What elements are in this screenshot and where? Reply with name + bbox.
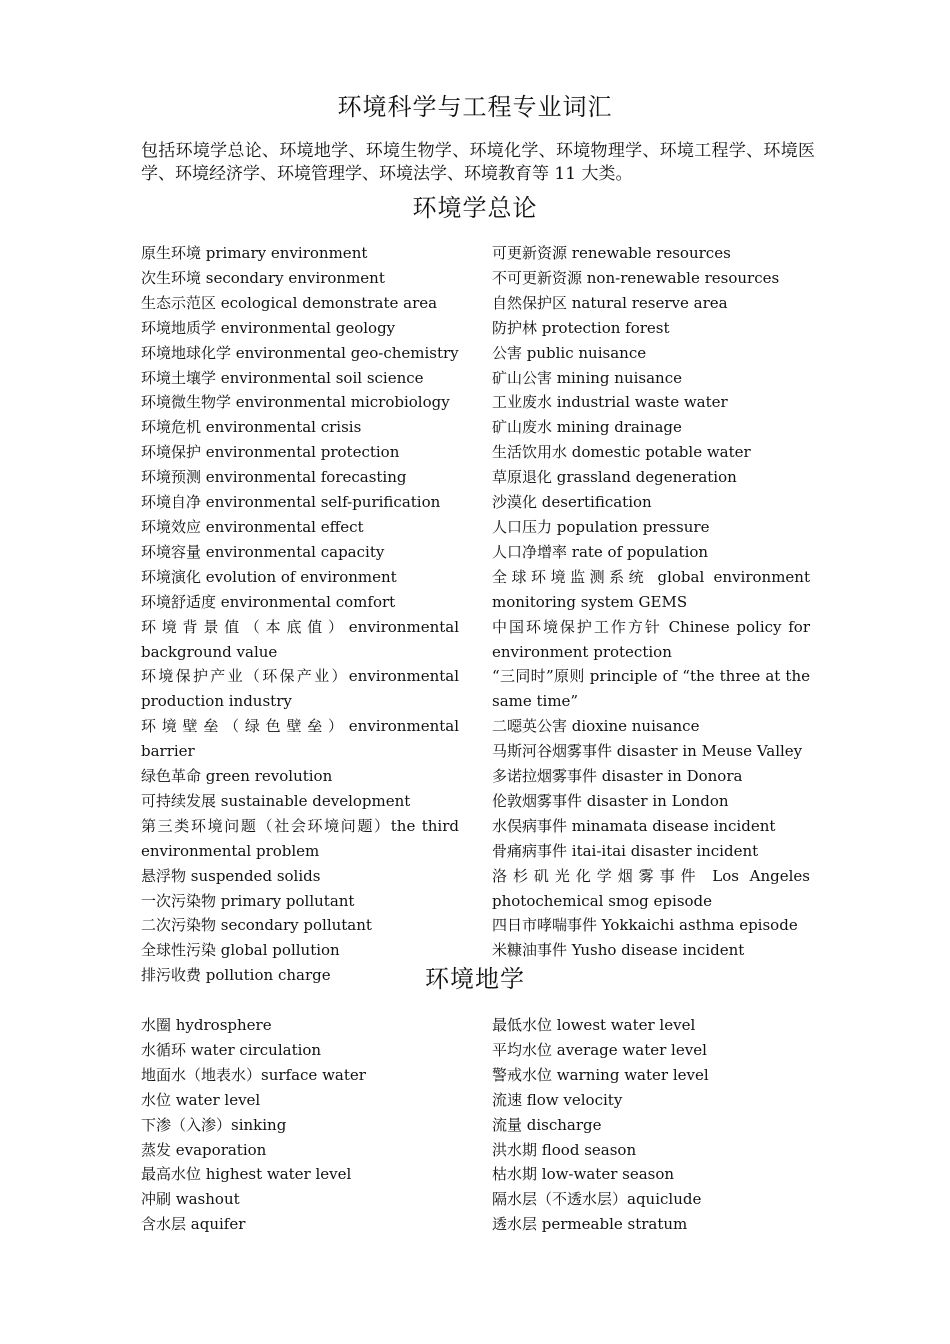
term-entry: 矿山废水 mining drainage [492, 418, 682, 437]
term-list-geoscience-right [492, 1013, 810, 1237]
term-entry: 全球环境监测系统 global environment monitoring system GEMS [492, 567, 810, 611]
term-entry: 洪水期 flood season [492, 1140, 637, 1159]
term-list-general-left [141, 241, 459, 988]
term-entry: 可持续发展 sustainable development [141, 791, 411, 810]
term-entry: 平均水位 average water level [492, 1040, 707, 1059]
term-entry: 透水层 permeable stratum [492, 1215, 688, 1234]
term-entry: 环境背景值（本底值）environmental background value [141, 617, 459, 661]
term-entry: 骨痛病事件 itai-itai disaster incident [492, 841, 759, 860]
term-entry: 警戒水位 warning water level [492, 1065, 709, 1084]
term-entry: “三同时”原则 principle of “the three at the same time” [492, 667, 810, 711]
term-entry: 环境舒适度 environmental comfort [141, 592, 396, 611]
term-entry: 生活饮用水 domestic potable water [492, 443, 751, 462]
term-entry: 次生环境 secondary environment [141, 268, 385, 287]
term-entry: 不可更新资源 non-renewable resources [492, 268, 780, 287]
term-entry: 工业废水 industrial waste water [492, 393, 728, 412]
term-list-geoscience-left [141, 1013, 459, 1237]
term-entry: 悬浮物 suspended solids [141, 866, 321, 885]
intro-paragraph: 包括环境学总论、环境地学、环境生物学、环境化学、环境物理学、环境工程学、环境医学、环境经济学、环境管理学、环境法学、环境教育等 11 大类。 [141, 141, 815, 184]
term-entry: 沙漠化 desertification [492, 493, 652, 512]
term-entry: 第三类环境问题（社会环境问题）the third environmental problem [141, 816, 459, 860]
term-entry: 公害 public nuisance [492, 343, 647, 362]
term-entry: 环境容量 environmental capacity [141, 542, 385, 561]
term-entry: 水循环 water circulation [141, 1040, 322, 1059]
term-entry: 环境保护产业（环保产业）environmental production industry [141, 667, 459, 711]
term-entry: 环境危机 environmental crisis [141, 418, 362, 437]
term-entry: 环境土壤学 environmental soil science [141, 368, 424, 387]
term-entry: 米糠油事件 Yusho disease incident [492, 941, 745, 960]
term-entry: 一次污染物 primary pollutant [141, 891, 355, 910]
term-entry: 水位 water level [141, 1090, 261, 1109]
term-entry: 洛杉矶光化学烟雾事件 Los Angeles photochemical smog episode [492, 866, 810, 910]
term-entry: 冲刷 washout [141, 1190, 240, 1209]
term-entry: 下渗（入渗）sinking [141, 1115, 287, 1134]
term-entry: 可更新资源 renewable resources [492, 244, 731, 262]
term-list-general-right [492, 241, 810, 963]
term-entry: 原生环境 primary environment [141, 244, 368, 262]
term-entry: 排污收费 pollution charge [141, 966, 331, 985]
term-entry: 隔水层（不透水层）aquiclude [492, 1190, 702, 1209]
term-entry: 绿色革命 green revolution [141, 767, 333, 786]
term-entry: 环境保护 environmental protection [141, 443, 400, 462]
term-entry: 流速 flow velocity [492, 1090, 623, 1109]
term-entry: 四日市哮喘事件 Yokkaichi asthma episode [492, 916, 798, 935]
term-entry: 流量 discharge [492, 1115, 602, 1134]
term-entry: 防护林 protection forest [492, 318, 670, 337]
term-entry: 蒸发 evaporation [141, 1140, 267, 1159]
term-entry: 地面水（地表水）surface water [141, 1065, 366, 1084]
term-entry: 人口净增率 rate of population [492, 542, 709, 561]
term-entry: 生态示范区 ecological demonstrate area [141, 293, 438, 312]
term-entry: 环境地质学 environmental geology [141, 318, 396, 337]
term-entry: 环境预测 environmental forecasting [141, 468, 407, 487]
term-entry: 自然保护区 natural reserve area [492, 293, 728, 312]
section-heading-general: 环境学总论 [412, 194, 538, 222]
term-entry: 枯水期 low-water season [492, 1165, 675, 1184]
term-entry: 环境地球化学 environmental geo-chemistry [141, 343, 459, 362]
term-entry: 环境自净 environmental self-purification [141, 493, 441, 512]
term-entry: 环境微生物学 environmental microbiology [141, 393, 450, 412]
term-entry: 人口压力 population pressure [492, 517, 710, 536]
term-entry: 全球性污染 global pollution [141, 941, 340, 960]
term-entry: 多诺拉烟雾事件 disaster in Donora [492, 767, 743, 786]
term-entry: 伦敦烟雾事件 disaster in London [492, 791, 729, 810]
term-entry: 含水层 aquifer [141, 1215, 246, 1234]
term-entry: 环境壁垒（绿色壁垒）environmental barrier [141, 717, 459, 761]
term-entry: 二次污染物 secondary pollutant [141, 916, 372, 935]
term-entry: 最低水位 lowest water level [492, 1016, 696, 1034]
term-entry: 二噁英公害 dioxine nuisance [492, 717, 700, 736]
term-entry: 马斯河谷烟雾事件 disaster in Meuse Valley [492, 742, 803, 761]
term-entry: 环境效应 environmental effect [141, 517, 364, 536]
term-entry: 最高水位 highest water level [141, 1165, 352, 1184]
term-entry: 水俣病事件 minamata disease incident [492, 816, 776, 835]
section-heading-geoscience: 环境地学 [425, 965, 525, 993]
document-title: 环境科学与工程专业词汇 [337, 93, 613, 121]
term-entry: 中国环境保护工作方针 Chinese policy for environment protection [492, 617, 810, 661]
term-entry: 草原退化 grassland degeneration [492, 468, 737, 487]
term-entry: 矿山公害 mining nuisance [492, 368, 682, 387]
term-entry: 环境演化 evolution of environment [141, 567, 397, 586]
term-entry: 水圈 hydrosphere [141, 1016, 272, 1034]
